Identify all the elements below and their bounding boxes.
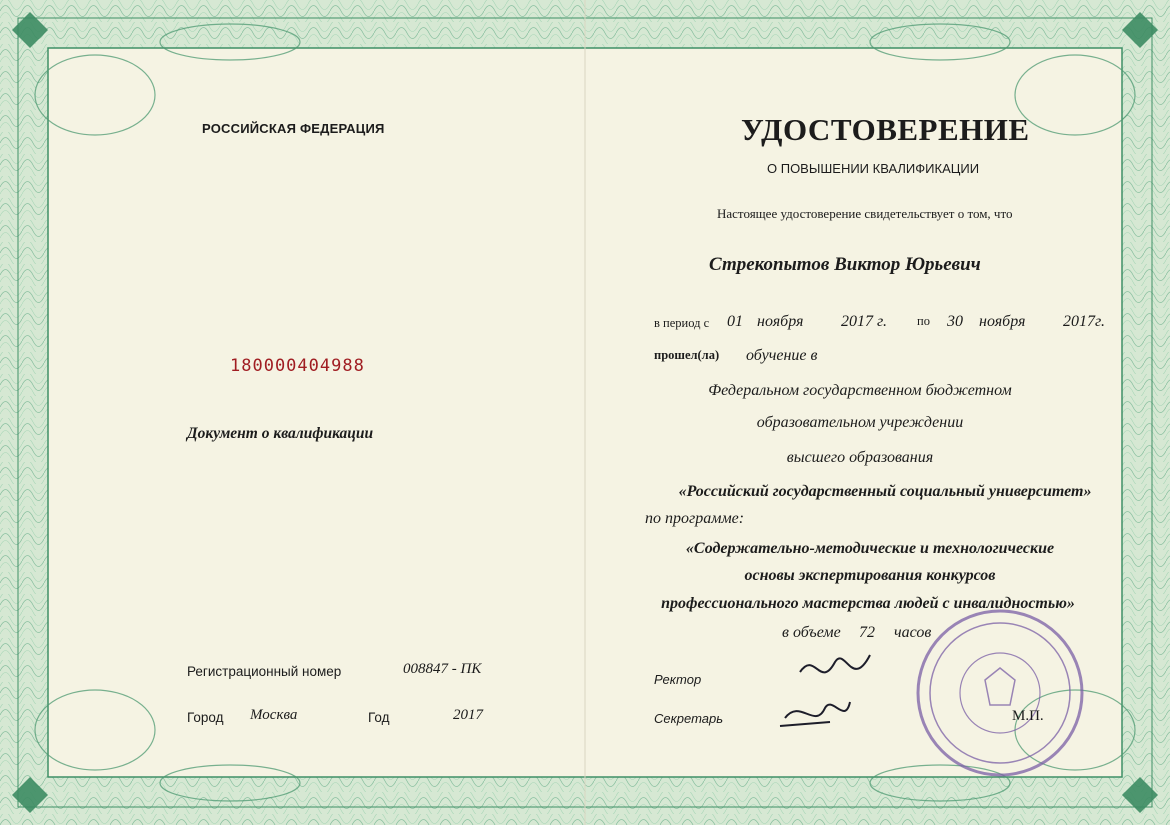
document-type: Документ о квалификации [187, 425, 374, 442]
start-year: 2017 г. [841, 313, 888, 330]
program-label: по программе: [645, 510, 745, 527]
institution-stamp [918, 611, 1082, 775]
volume-label: в объеме [782, 624, 841, 641]
institution-line-1: Федеральном государственном бюджетном [708, 382, 1012, 399]
seal-place: М.П. [1012, 708, 1044, 724]
country-heading: РОССИЙСКАЯ ФЕДЕРАЦИЯ [202, 121, 385, 136]
secretary-label: Секретарь [654, 711, 724, 726]
start-month: ноября [757, 313, 804, 330]
program-line-2: основы экспертирования конкурсов [744, 567, 996, 584]
end-year: 2017г. [1063, 313, 1106, 330]
hours-value: 72 [859, 624, 875, 641]
completed-label: прошел(ла) [654, 348, 720, 362]
end-day: 30 [947, 313, 963, 330]
holder-name: Стрекопытов Виктор Юрьевич [709, 254, 981, 275]
period-label: в период с [654, 316, 710, 330]
serial-number: 180000404988 [230, 356, 365, 376]
secretary-signature [780, 702, 850, 726]
document-subtitle: О ПОВЫШЕНИИ КВАЛИФИКАЦИИ [767, 161, 980, 176]
registration-label: Регистрационный номер [187, 664, 342, 679]
rector-label: Ректор [654, 672, 702, 687]
program-line-1: «Содержательно-методические и технологические [685, 540, 1055, 557]
institution-line-2: образовательном учреждении [756, 414, 964, 431]
program-line-3: профессионального мастерства людей с инвалидностью» [661, 595, 1075, 612]
institution-line-4: «Российский государственный социальный университет» [678, 483, 1092, 500]
city-label: Город [187, 710, 224, 725]
rector-signature [800, 655, 870, 672]
year-label: Год [368, 710, 390, 725]
document-title: УДОСТОВЕРЕНИЕ [741, 112, 1030, 147]
to-label: по [917, 314, 930, 328]
city-value: Москва [250, 707, 298, 723]
start-day: 01 [727, 313, 743, 330]
end-month: ноября [979, 313, 1026, 330]
institution-line-3: высшего образования [786, 449, 934, 466]
hours-unit: часов [894, 624, 932, 641]
registration-number: 008847 - ПК [403, 661, 482, 677]
year-value: 2017 [453, 707, 483, 723]
certifies-text: Настоящее удостоверение свидетельствует о том, что [717, 206, 1013, 221]
training-in: обучение в [746, 347, 818, 364]
